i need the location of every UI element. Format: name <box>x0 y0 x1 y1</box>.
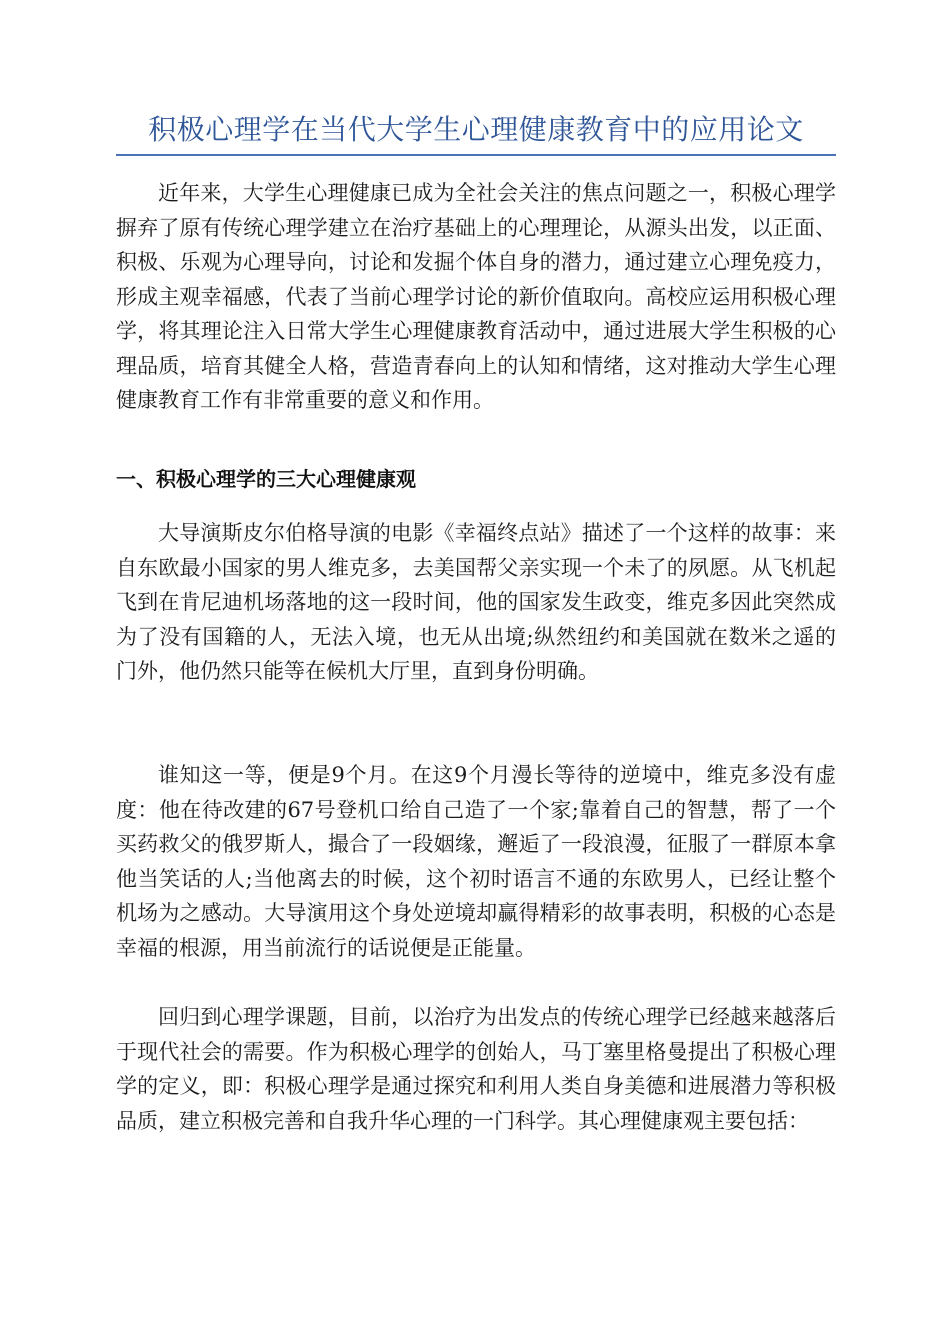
paragraph-story: 大导演斯皮尔伯格导演的电影《幸福终点站》描述了一个这样的故事：来自东欧最小国家的男人维克多，去美国帮父亲实现一个未了的夙愿。从飞机起飞到在肯尼迪机场落地的这一段时间，他的国家发生政变，维克多因此突然成为了没有国籍的人，无法入境，也无从出境;纵然纽约和美国就在数米之遥的门外，他仍然只能等在候机大厅里，直到身份明确。 <box>116 521 836 683</box>
title-underline <box>116 154 836 156</box>
paragraph-return: 回归到心理学课题，目前，以治疗为出发点的传统心理学已经越来越落后于现代社会的需要。作为积极心理学的创始人，马丁塞里格曼提出了积极心理学的定义，即：积极心理学是通过探究和利用人类自身美德和进展潜力等积极品质，建立积极完善和自我升华心理的一门科学。其心理健康观主要包括： <box>116 1005 836 1133</box>
paragraph-nine-months: 谁知这一等，便是9个月。在这9个月漫长等待的逆境中，维克多没有虚度：他在待改建的67号登机口给自己造了一个家;靠着自己的智慧，帮了一个买药救父的俄罗斯人，撮合了一段姻缘，邂逅了一段浪漫，征服了一群原本拿他当笑话的人;当他离去的时候，这个初时语言不通的东欧男人，已经让整个机场为之感动。大导演用这个身处逆境却赢得精彩的故事表明，积极的心态是幸福的根源，用当前流行的话说便是正能量。 <box>116 763 836 960</box>
section-heading: 一、积极心理学的三大心理健康观 <box>116 467 416 491</box>
document-title: 积极心理学在当代大学生心理健康教育中的应用论文 <box>148 113 804 146</box>
paragraph-intro: 近年来，大学生心理健康已成为全社会关注的焦点问题之一，积极心理学摒弃了原有传统心理学建立在治疗基础上的心理理论，从源头出发，以正面、积极、乐观为心理导向，讨论和发掘个体自身的潜力，通过建立心理免疫力，形成主观幸福感，代表了当前心理学讨论的新价值取向。高校应运用积极心理学，将其理论注入日常大学生心理健康教育活动中，通过进展大学生积极的心理品质，培育其健全人格，营造青春向上的认知和情绪，这对推动大学生心理健康教育工作有非常重要的意义和作用。 <box>116 181 836 412</box>
